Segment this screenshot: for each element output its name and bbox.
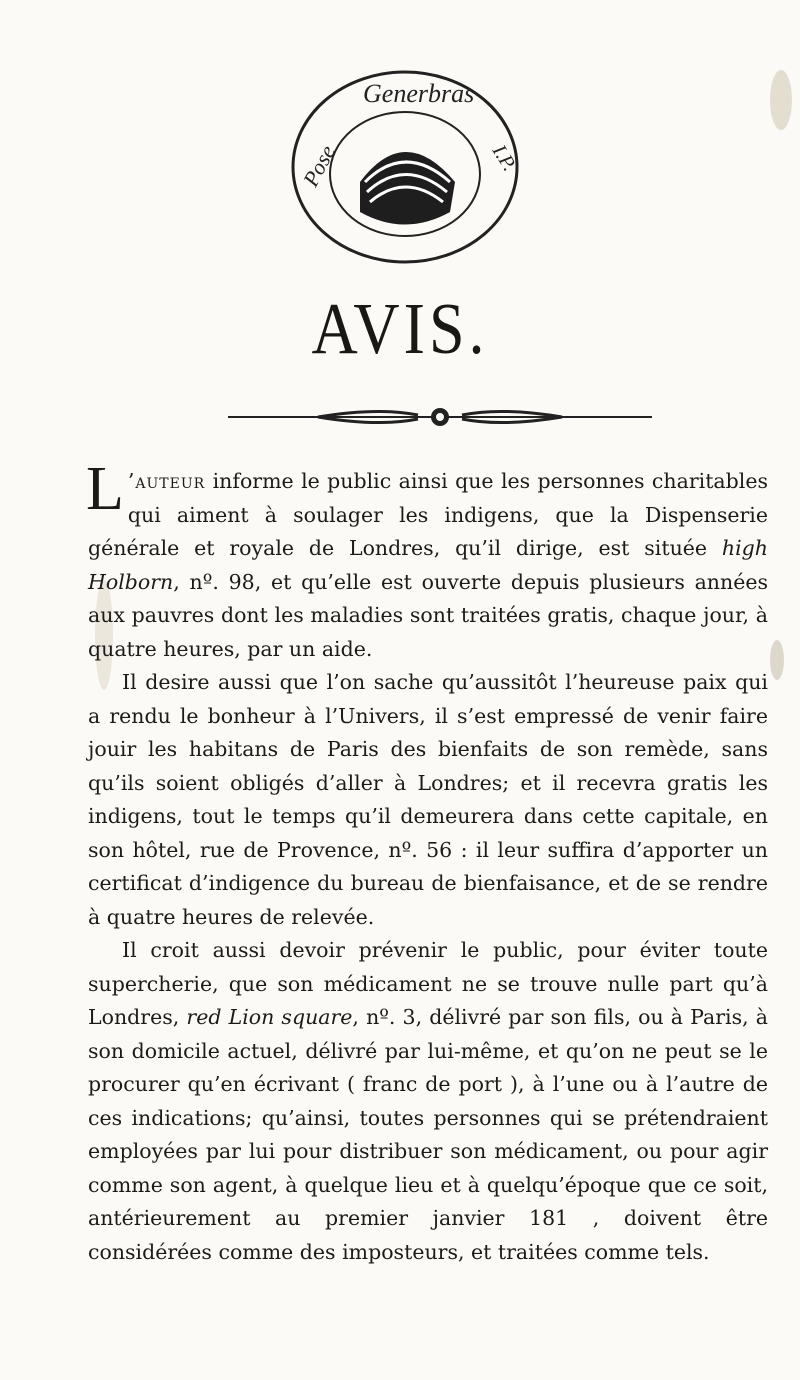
svg-text:I.P.: I.P. [487, 141, 521, 176]
svg-text:Generbras: Generbras [363, 79, 475, 108]
address-london: high Holborn [88, 536, 768, 594]
address-red-lion: red Lion square [186, 1005, 353, 1029]
paragraph-3-text-a: Il croit aussi devoir prévenir le public, pour éviter toute supercherie, que son médicament ne se trouve nulle part qu’à Londres, [88, 938, 768, 1029]
paragraph-3-text-b: , nº. 3, délivré par son fils, ou à Paris, à son domicile actuel, délivré par lui-même, et qu’on ne peut se le procurer qu’en écrivant ( franc de port ), à l’une ou à l’autre de ces indications; qu’ainsi, toutes personnes qui se prétendraient employées par lui pour distribuer son médicament, ou pour agir comme son agent, à quelque lieu et à quelqu’époque que ce soit, antérieurement au premier janvier 181 , doivent être considérées comme des imposteurs, et traitées comme tels. [88, 1005, 768, 1264]
paragraph-3 [88, 934, 768, 1269]
notice-body [86, 455, 768, 1269]
ornamental-rule [228, 405, 652, 429]
page-title: AVIS. [311, 287, 489, 370]
seal-stamp [285, 62, 525, 272]
paragraph-1 [86, 455, 768, 666]
drop-cap: L [86, 455, 124, 523]
paragraph-2: Il desire aussi que l’on sache qu’aussitôt l’heureuse paix qui a rendu le bonheur à l’Univers, il s’est empressé de venir faire jouir les habitans de Paris des bienfaits de son remède, sans qu’ils soient obligés d’aller à Londres; et il recevra gratis les indigens, tout le temps qu’il demeurera dans cette capitale, en son hôtel, rue de Provence, nº. 56 : il leur suffira d’apporter un certificat d’indigence du bureau de bienfaisance, et de se rendre à quatre heures de relevée. [88, 670, 768, 929]
paragraph-1-text-b: , nº. 98, et qu’elle est ouverte depuis plusieurs années aux pauvres dont les maladies sont traitées gratis, chaque jour, à quatre heures, par un aide. [88, 569, 768, 661]
paper-stain [770, 640, 784, 680]
svg-text:Pose: Pose [297, 140, 340, 191]
author-word: ’auteur [127, 469, 206, 493]
paper-stain [770, 70, 792, 130]
paragraph-1-text-a: informe le public ainsi que les personnes charitables qui aiment à soulager les indigens, que la Dispenserie générale et royale de Londres, qu’il dirige, est située [88, 469, 768, 560]
